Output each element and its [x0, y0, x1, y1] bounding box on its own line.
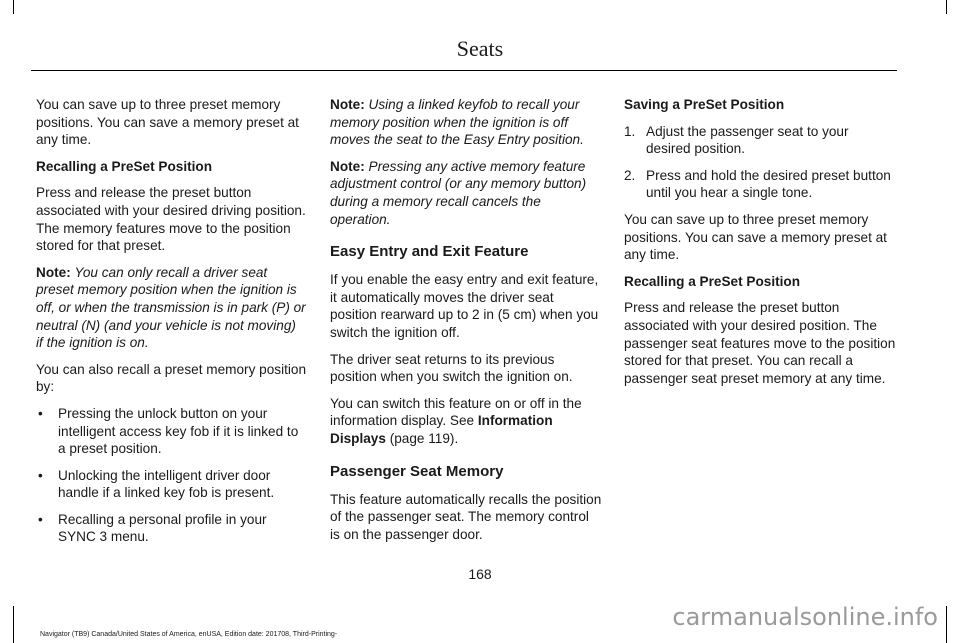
paragraph-switch-feature	[330, 395, 602, 448]
information-displays-link[interactable]: Information Displays	[330, 413, 553, 446]
note-label: Note:	[36, 264, 71, 280]
note-keyfob	[330, 96, 602, 149]
paragraph-press-release: Press and release the preset button associated with your desired driving position. The memory features move to the position stored for that preset.	[36, 185, 306, 254]
heading-passenger-memory: Passenger Seat Memory	[330, 462, 504, 480]
note-label: Note:	[330, 158, 365, 174]
list-item	[36, 467, 306, 502]
list-item	[624, 123, 896, 158]
switch-feature-text: You can switch this feature on or off in the information display. See	[330, 395, 582, 429]
crop-mark-bottom-right	[946, 606, 947, 643]
list-item-text: Unlocking the intelligent driver door handle if a linked key fob is present.	[58, 467, 275, 501]
bullet-marker: •	[38, 511, 43, 527]
page-number: 168	[468, 566, 492, 582]
paragraph-also-recall: You can also recall a preset memory position by:	[36, 361, 307, 395]
crop-mark-bottom-left	[13, 606, 14, 643]
bullet-marker: •	[38, 405, 43, 421]
list-item	[36, 511, 306, 546]
list-item	[36, 405, 306, 458]
column-middle	[330, 96, 602, 552]
watermark: carmanualsonline.info	[672, 603, 938, 631]
paragraph-easy-entry: If you enable the easy entry and exit feature, it automatically moves the driver seat position rearward up to 2 in (5 cm) when you switch the ignition off.	[330, 272, 599, 340]
edition-footer: Navigator (TB9) Canada/United States of America, enUSA, Edition date: 201708, Third-Printing-	[40, 631, 338, 638]
note-text: Pressing any active memory feature adjustment control (or any memory button) during a memory recall cancels the operation.	[330, 158, 587, 227]
note-text: You can only recall a driver seat preset memory position when the ignition is off, or when the transmission is in park (P) or neutral (N) (and your vehicle is not moving) if the ignition is on.	[36, 264, 306, 351]
step-text: Adjust the passenger seat to your desired position.	[646, 123, 849, 157]
step-text: Press and hold the desired preset button until you hear a single tone.	[646, 167, 891, 201]
list-item	[624, 167, 896, 202]
crop-mark-top-left	[13, 0, 14, 14]
paragraph-save-presets: You can save up to three preset memory positions. You can save a memory preset at any time.	[36, 97, 299, 148]
column-left	[36, 96, 306, 555]
header-divider	[31, 70, 897, 71]
page-reference: (page 119).	[385, 430, 459, 446]
note-driver-recall	[36, 264, 306, 352]
page-title: Seats	[456, 36, 504, 61]
heading-saving-preset: Saving a PreSet Position	[624, 97, 785, 112]
saving-steps-list	[624, 123, 896, 202]
recall-methods-list	[36, 405, 306, 546]
paragraph-driver-returns: The driver seat returns to its previous position when you switch the ignition on.	[330, 351, 573, 385]
bullet-marker: •	[38, 467, 43, 483]
heading-easy-entry: Easy Entry and Exit Feature	[330, 243, 529, 261]
note-text: Using a linked keyfob to recall your memory position when the ignition is off moves the seat to the Easy Entry position.	[330, 97, 584, 148]
heading-recalling-preset-passenger: Recalling a PreSet Position	[624, 273, 801, 289]
note-label: Note:	[330, 97, 365, 112]
list-item-text: Pressing the unlock button on your intelligent access key fob if it is linked to a preset position.	[58, 405, 299, 457]
paragraph-save-presets-passenger: You can save up to three preset memory positions. You can save a memory preset at any time.	[624, 211, 887, 263]
note-cancel-recall	[330, 158, 602, 228]
step-number: 1.	[624, 123, 636, 139]
paragraph-press-release-passenger: Press and release the preset button associated with your desired position. The passenger seat features move to the position stored for that preset. You can recall a passenger seat preset memory at any time.	[624, 300, 896, 386]
column-right	[624, 96, 896, 396]
heading-recalling-preset: Recalling a PreSet Position	[36, 158, 213, 174]
crop-mark-top-right	[946, 0, 947, 14]
paragraph-passenger-memory: This feature automatically recalls the position of the passenger seat. The memory control is on the passenger door.	[330, 491, 602, 542]
step-number: 2.	[624, 167, 636, 183]
list-item-text: Recalling a personal profile in your SYNC 3 menu.	[58, 511, 267, 545]
